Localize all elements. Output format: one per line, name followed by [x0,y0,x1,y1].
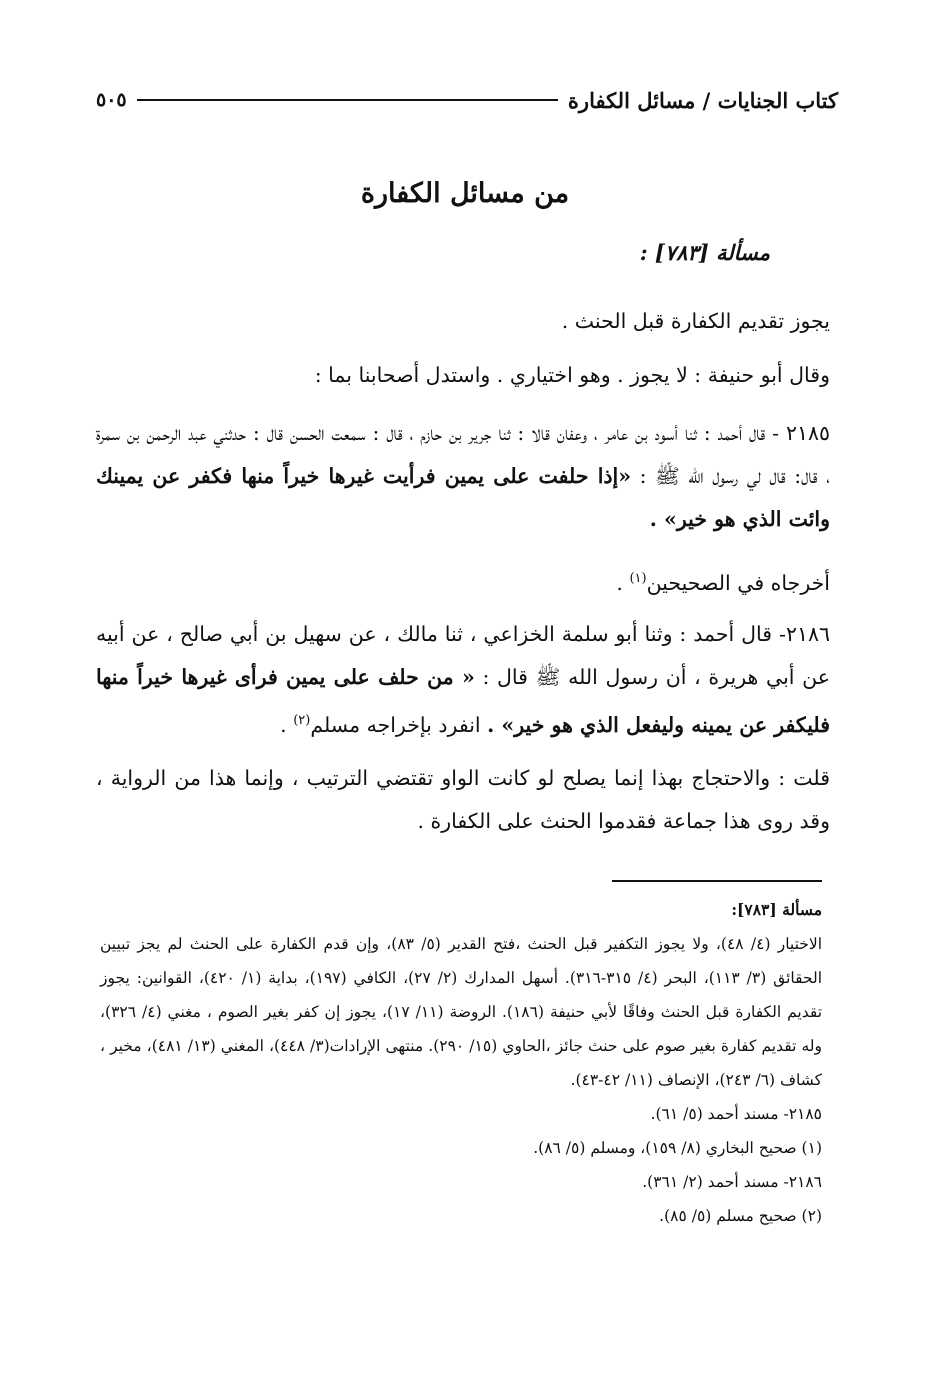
section-title: من مسائل الكفارة [360,178,570,209]
running-head-rule [137,99,558,101]
running-head [96,85,838,115]
footnote-1: (١) صحيح البخاري (٨/ ١٥٩)، ومسلم (٥/ ٨٦). [533,1139,822,1157]
paragraph-comment: قلت : والاحتجاج بهذا إنما يصلح لو كانت الواو تقتضي الترتيب ، وإنما هذا من الرواية ، وقد روى هذا جماعة فقدموا الحنث على الكفارة . [96,766,830,833]
footnote-2186: ٢١٨٦- مسند أحمد (٢/ ٣٦١). [642,1173,822,1191]
takhrij-end: . [616,570,630,595]
footnote-2: (٢) صحيح مسلم (٥/ ٨٥). [659,1207,822,1225]
paragraph-hadith-2185 [96,412,830,541]
paragraph-abu-hanifa: وقال أبو حنيفة : لا يجوز . وهو اختياري . واستدل أصحابنا بما : [314,363,830,387]
hadith-2186-tail: انفرد بإخراجه مسلم [310,712,488,737]
paragraph-takhrij [96,557,830,605]
hadith-2185-matn: «إذا حلفت على يمين فرأيت غيرها خيراً منها فكفر عن يمينك وائت الذي هو خير» . [96,464,830,531]
takhrij-text: أخرجاه في الصحيحين [646,570,830,595]
footnote-separator [612,880,822,882]
footnote-masala-sources: الاختيار (٤/ ٤٨)، ولا يجوز التكفير قبل الحنث ،فتح القدير (٥/ ٨٣)، وإن قدم الكفارة على الحنث لم يجز تبيين الحقائق (٣/ ١١٣)، البحر (٤/ ٣١٥-٣١٦). أسهل المدارك (٢/ ٢٧)، الكافي (١٩٧)، بداية (١/ ٤٢٠)، القوانين: يجوز تقديم الكفارة قبل الحنث وفاقًا لأبي حنيفة (١٨٦). الروضة (١١/ ١٧)، يجوز إن كفر بغير الصوم ، مغني (٤/ ٣٢٦)، وله تقديم كفارة بغير صوم على حنث جائز ،الحاوي (١٥/ ٢٩٠). منتهى الإرادات(٣/ ٤٤٨)، المغني (١٣/ ٤٨١)، مخير ، كشاف (٦/ ٢٤٣)، الإنصاف (١١/ ٤٢-٤٣). [100,935,823,1089]
footnote-marker-2: (٢) [293,713,311,728]
hadith-2186-end: . [280,712,294,737]
paragraph-hadith-2186 [96,613,830,747]
hadith-2185-isnad: ٢١٨٥ - قال أحمد : ثنا أسود بن عامر ، وعفان قالا : ثنا جرير بن حازم ، قال : سمعت الحسن قال : حدثني عبد الرحمن بن سمرة ، قال: قال لي رسول الله ﷺ : [96,421,830,488]
paragraph-ruling: يجوز تقديم الكفارة قبل الحنث . [561,309,830,333]
hadith-2186-isnad: ٢١٨٦- قال أحمد : وثنا أبو سلمة الخزاعي ، ثنا مالك ، عن سهيل بن أبي صالح ، عن أبيه عن أبي هريرة ، أن رسول الله ﷺ قال : [96,622,830,689]
masala-heading: مسألة [٧٨٣] : [639,240,770,265]
footnote-marker-1: (١) [629,571,647,586]
page-number: ٥٠٥ [96,89,127,111]
footnote-heading: مسألة [٧٨٣]: [731,900,822,919]
footnotes [100,893,822,1233]
footnote-2185: ٢١٨٥- مسند أحمد (٥/ ٦١). [650,1105,822,1123]
running-head-title: كتاب الجنايات / مسائل الكفارة [567,87,838,113]
hadith-2186-matn: « من حلف على يمين فرأى غيرها خيراً منها فليكفر عن يمينه وليفعل الذي هو خير» . [96,665,830,737]
